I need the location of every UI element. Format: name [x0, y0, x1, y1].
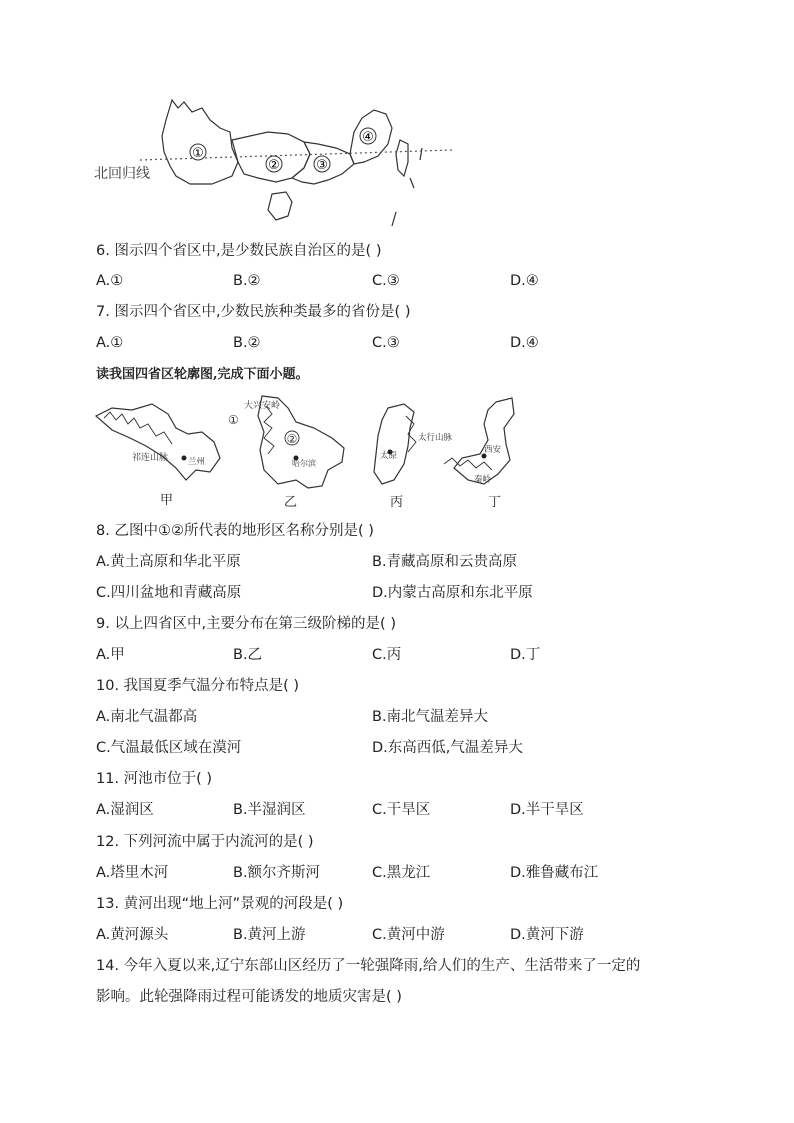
- q6-option-a[interactable]: A.①: [96, 273, 124, 289]
- label-lanzhou: 兰州: [188, 457, 206, 467]
- panel-label-yi: 乙: [284, 495, 298, 510]
- question-9-stem: 9. 以上四省区中,主要分布在第三级阶梯的是( ): [96, 616, 396, 632]
- question-8-stem: 8. 乙图中①②所代表的地形区名称分别是( ): [96, 523, 374, 539]
- q6-option-d[interactable]: D.④: [510, 273, 539, 289]
- q10-option-d[interactable]: D.东高西低,气温差异大: [372, 740, 523, 756]
- q12-option-d[interactable]: D.雅鲁藏布江: [510, 865, 599, 881]
- q12-option-b[interactable]: B.额尔齐斯河: [233, 865, 321, 881]
- panel-label-jia: 甲: [160, 493, 174, 508]
- marker-3: ③: [316, 158, 328, 173]
- label-qilian: 祁连山脉: [132, 453, 169, 463]
- q9-option-d[interactable]: D.丁: [510, 647, 541, 663]
- question-11-stem: 11. 河池市位于( ): [96, 771, 213, 787]
- question-14-stem-line2: 影响。此轮强降雨过程可能诱发的地质灾害是( ): [96, 989, 402, 1005]
- q11-option-b[interactable]: B.半湿润区: [233, 802, 306, 818]
- q8-option-c[interactable]: C.四川盆地和青藏高原: [96, 585, 242, 601]
- q13-option-b[interactable]: B.黄河上游: [233, 927, 306, 943]
- q6-option-c[interactable]: C.③: [372, 273, 400, 289]
- panel-bing-outline: [374, 404, 414, 484]
- q7-option-c[interactable]: C.③: [372, 335, 400, 351]
- question-6-stem: 6. 图示四个省区中,是少数民族自治区的是( ): [96, 243, 382, 259]
- label-harbin: 哈尔滨: [292, 459, 316, 468]
- q8-option-b[interactable]: B.青藏高原和云贵高原: [372, 554, 518, 570]
- q13-option-d[interactable]: D.黄河下游: [510, 927, 584, 943]
- question-13-stem: 13. 黄河出现“地上河”景观的河段是( ): [96, 896, 344, 912]
- q12-option-a[interactable]: A.塔里木河: [96, 865, 169, 881]
- q9-option-c[interactable]: C.丙: [372, 647, 402, 663]
- marker-2: ②: [268, 158, 280, 173]
- q13-option-a[interactable]: A.黄河源头: [96, 927, 169, 943]
- q8-option-a[interactable]: A.黄土高原和华北平原: [96, 554, 241, 570]
- label-marker-2: ②: [286, 432, 298, 446]
- q12-option-c[interactable]: C.黑龙江: [372, 865, 431, 881]
- tropic-label: 北回归线: [94, 166, 150, 182]
- tropic-of-cancer-line: [140, 150, 452, 160]
- question-7-stem: 7. 图示四个省区中,少数民族种类最多的省份是( ): [96, 304, 411, 320]
- question-12-stem: 12. 下列河流中属于内流河的是( ): [96, 834, 314, 850]
- label-qinling: 秦岭: [474, 475, 492, 485]
- panel-label-bing: 丙: [390, 495, 404, 510]
- q13-option-c[interactable]: C.黄河中游: [372, 927, 445, 943]
- marker-1: ①: [192, 146, 204, 161]
- panel-label-ding: 丁: [488, 495, 502, 510]
- q10-option-a[interactable]: A.南北气温都高: [96, 709, 198, 725]
- q10-option-c[interactable]: C.气温最低区域在漠河: [96, 740, 242, 756]
- q11-option-c[interactable]: C.干旱区: [372, 802, 431, 818]
- q7-option-a[interactable]: A.①: [96, 335, 124, 351]
- q7-option-b[interactable]: B.②: [233, 335, 261, 351]
- southern-provinces-map: [92, 92, 462, 232]
- q11-option-d[interactable]: D.半干旱区: [510, 802, 584, 818]
- q9-option-a[interactable]: A.甲: [96, 647, 125, 663]
- q8-option-d[interactable]: D.内蒙古高原和东北平原: [372, 585, 533, 601]
- label-marker-1: ①: [228, 413, 239, 427]
- panel-jia-outline: [96, 404, 220, 480]
- panel-ding-outline: [454, 398, 514, 484]
- taiwan-island: [396, 140, 408, 176]
- q9-option-b[interactable]: B.乙: [233, 647, 263, 663]
- label-taiyuan: 太原: [380, 451, 398, 461]
- figure2-instruction: 读我国四省区轮廓图,完成下面小题。: [96, 367, 309, 382]
- question-10-stem: 10. 我国夏季气温分布特点是( ): [96, 678, 300, 694]
- four-provinces-map: [92, 394, 542, 512]
- q6-option-b[interactable]: B.②: [233, 273, 261, 289]
- label-daxinganling: 大兴安岭: [244, 401, 281, 411]
- label-xian: 西安: [484, 445, 502, 455]
- marker-4: ④: [362, 130, 374, 145]
- q11-option-a[interactable]: A.湿润区: [96, 802, 154, 818]
- province-1-outline: [162, 100, 238, 184]
- question-14-stem-line1: 14. 今年入夏以来,辽宁东部山区经历了一轮强降雨,给人们的生产、生活带来了一定的: [96, 958, 641, 974]
- label-taihang: 太行山脉: [418, 433, 453, 443]
- q7-option-d[interactable]: D.④: [510, 335, 539, 351]
- hainan-island: [268, 192, 292, 220]
- q10-option-b[interactable]: B.南北气温差异大: [372, 709, 489, 725]
